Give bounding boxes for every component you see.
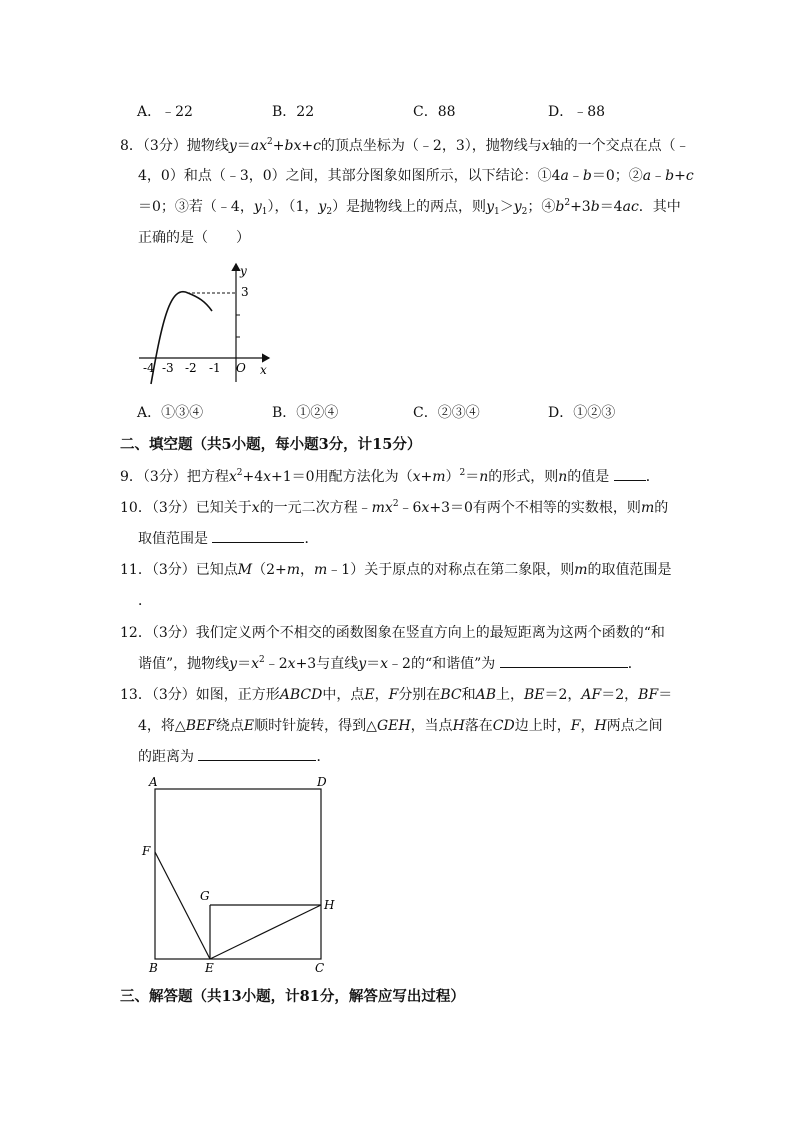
- option-letter: C．: [413, 405, 438, 421]
- text: 和: [461, 687, 476, 703]
- var: BC: [440, 687, 462, 703]
- var: b: [582, 168, 592, 184]
- answer-blank[interactable]: [212, 530, 304, 543]
- text: 的形式，则: [488, 469, 559, 485]
- var: y: [253, 199, 262, 215]
- var: c: [685, 168, 694, 184]
- var: y: [318, 199, 327, 215]
- option-text: ﹣88: [573, 104, 606, 120]
- question-number: 13．: [120, 687, 152, 703]
- var: y: [358, 656, 367, 672]
- label-d: D: [317, 775, 327, 789]
- text: +1＝0用配方法化为（: [271, 469, 413, 485]
- var: x: [228, 469, 237, 485]
- question-points: （3分）: [151, 500, 196, 516]
- exponent: 2: [236, 468, 243, 478]
- text: ．: [645, 469, 660, 485]
- var: n: [479, 469, 489, 485]
- text: 的值是: [567, 469, 610, 485]
- var: E: [243, 718, 255, 734]
- var: x: [263, 469, 272, 485]
- tick-label: -2: [185, 361, 197, 375]
- exponent: 2: [392, 499, 399, 509]
- section-2-title: 二、填空题（共5小题，每小题3分，计15分）: [120, 436, 422, 453]
- var: x: [251, 656, 259, 672]
- text: +4: [242, 469, 264, 485]
- label-g: G: [200, 889, 210, 903]
- question-points: （3分）: [151, 562, 196, 578]
- text: 分别在: [398, 687, 441, 703]
- text: ．: [627, 656, 642, 672]
- q10-line-1: [120, 499, 668, 517]
- var: m: [314, 562, 328, 578]
- var: BE: [523, 687, 545, 703]
- var: BF: [638, 687, 659, 703]
- var: m: [640, 500, 655, 516]
- option-letter: A．: [137, 405, 162, 421]
- text: +: [420, 469, 433, 485]
- var: ABCD: [279, 687, 323, 703]
- var: bx: [284, 138, 302, 154]
- exponent: 2: [564, 198, 571, 208]
- option-letter: D．: [548, 405, 574, 421]
- var: F: [388, 687, 399, 703]
- var: x: [412, 469, 421, 485]
- option-text: ①②③: [573, 405, 616, 421]
- text: ﹣1）关于原点的对称点在第二象限，则: [327, 562, 575, 578]
- parabola-curve: [151, 292, 212, 384]
- text: ﹣6: [398, 500, 422, 516]
- text: ＞: [499, 199, 514, 215]
- option-letter: D．: [548, 104, 574, 120]
- text: 轴的一个交点在点（﹣: [549, 138, 690, 154]
- question-points: （3分）: [142, 469, 187, 485]
- var: AB: [475, 687, 496, 703]
- var: x: [287, 656, 296, 672]
- q9: [120, 468, 660, 486]
- text: ﹣: [568, 168, 583, 184]
- text: ．其中: [638, 199, 681, 215]
- vertex-y-label: 3: [241, 285, 249, 299]
- text: 落在: [464, 718, 493, 734]
- text: ＝0；③若（﹣4，: [138, 199, 254, 215]
- var: y: [486, 199, 494, 215]
- text: 4，0）和点（﹣3，0）之间，其部分图象如图所示，以下结论：①4: [138, 168, 561, 184]
- text: 的取值范围是: [587, 562, 672, 578]
- option-text: 88: [437, 104, 456, 120]
- square-abcd: [155, 789, 321, 959]
- q8-line-2: [138, 167, 694, 185]
- q8-line-3: [138, 198, 681, 216]
- var: a: [560, 168, 569, 184]
- text: ＝0；②: [591, 168, 643, 184]
- q8-line-1: 8．（3分）抛物线$y=ax^2+bx+c$的顶点坐标为（﹣2，3），抛物线与x轴的一个交点在点（﹣: [120, 137, 690, 154]
- exponent: 2: [459, 468, 466, 478]
- question-points: （3分）: [151, 687, 196, 703]
- tick-label: -4: [143, 361, 155, 375]
- text: ＝: [658, 687, 673, 703]
- q12-line-2: 谐值”，抛物线$y=x^2﹣2x+3$与直线y＝x﹣2的“和谐值”为 ．: [138, 655, 642, 672]
- segment-fe: [155, 852, 210, 959]
- text: 中，点: [322, 687, 365, 703]
- question-number: 11．: [120, 562, 152, 578]
- var: m: [286, 562, 301, 578]
- text: 把方程: [186, 469, 229, 485]
- question-number: 12．: [120, 625, 152, 641]
- label-f: F: [142, 844, 151, 858]
- answer-blank[interactable]: [500, 655, 628, 668]
- exponent: 2: [259, 655, 265, 665]
- text: 抛物线: [186, 138, 229, 154]
- text: 顺时针旋转，得到△: [254, 718, 377, 734]
- origin-label: O: [236, 361, 246, 375]
- text: ．: [304, 531, 319, 547]
- option-text: ①②④: [296, 405, 339, 421]
- var: E: [364, 687, 375, 703]
- var: CD: [492, 718, 515, 734]
- text: +3: [570, 199, 591, 215]
- label-h: H: [324, 898, 335, 912]
- var: m: [432, 469, 446, 485]
- segment-eh: [210, 905, 321, 959]
- text: 谐值”，抛物线: [138, 656, 230, 672]
- text: ，: [300, 562, 315, 578]
- var: x: [541, 138, 550, 154]
- question-number: 8．: [120, 138, 143, 154]
- text: ＝4: [599, 199, 623, 215]
- text: 两点之间: [606, 718, 663, 734]
- q11-line-1: [120, 561, 671, 579]
- option-letter: B．: [272, 405, 297, 421]
- var: ax: [250, 138, 268, 154]
- text: 的一元二次方程﹣: [259, 500, 372, 516]
- var: mx: [371, 500, 393, 516]
- q7-option-d: [548, 103, 605, 121]
- text: 边上时，: [514, 718, 571, 734]
- var: x: [380, 656, 389, 672]
- var: m: [574, 562, 588, 578]
- text: ，当点: [410, 718, 453, 734]
- var: BEF: [185, 718, 216, 734]
- q8-line-4: 正确的是（ ）: [138, 230, 250, 246]
- q8-option-b: [272, 404, 338, 422]
- section-3-title: 三、解答题（共13小题，计81分，解答应写出过程）: [120, 988, 465, 1005]
- text: 如图，正方形: [195, 687, 280, 703]
- text: 绕点: [215, 718, 244, 734]
- text: ﹣2的“和谐值”为: [388, 656, 496, 672]
- var: a: [642, 168, 652, 184]
- text: ）: [445, 469, 460, 485]
- text: 已知点: [195, 562, 238, 578]
- q13-line-3: [138, 748, 330, 766]
- text: ），（1，: [267, 199, 319, 215]
- label-e: E: [205, 961, 214, 975]
- var: b: [555, 199, 565, 215]
- text: ＝: [465, 469, 480, 485]
- text: 的: [654, 500, 669, 516]
- label-a: A: [149, 775, 158, 789]
- text: ﹣2: [264, 656, 288, 672]
- question-points: （3分）: [142, 138, 187, 154]
- var: H: [594, 718, 607, 734]
- question-number: 9．: [120, 469, 143, 485]
- text: +3＝0有两个不相等的实数根，则: [429, 500, 641, 516]
- text: ＝2，: [601, 687, 639, 703]
- option-letter: A．: [137, 104, 162, 120]
- label-c: C: [315, 961, 325, 975]
- var: c: [313, 138, 321, 154]
- tick-label: -1: [209, 361, 221, 375]
- subscript: 1: [261, 207, 268, 217]
- y-axis-label: y: [240, 264, 247, 278]
- q12-line-1: [120, 624, 665, 642]
- subscript: 2: [521, 207, 528, 217]
- option-letter: C．: [413, 104, 438, 120]
- var: GEH: [376, 718, 411, 734]
- q8-parabola-graph: [135, 258, 280, 386]
- x-axis-label: x: [260, 363, 267, 377]
- text: 的顶点坐标为（﹣2，3），抛物线与: [320, 138, 542, 154]
- option-letter: B．: [272, 104, 297, 120]
- var: F: [570, 718, 581, 734]
- label-b: B: [149, 961, 158, 975]
- answer-blank[interactable]: [198, 748, 316, 761]
- question-number: 10．: [120, 500, 152, 516]
- q7-option-c: [413, 103, 456, 121]
- q8-option-a: [137, 404, 203, 422]
- var: AF: [581, 687, 602, 703]
- q13-line-1: [120, 686, 672, 704]
- exponent: 2: [267, 137, 273, 147]
- text: ．: [316, 749, 331, 765]
- text: 已知关于: [195, 500, 252, 516]
- text: +: [674, 168, 686, 184]
- var: y: [513, 199, 522, 215]
- var: M: [237, 562, 253, 578]
- text: 我们定义两个不相交的函数图象在竖直方向上的最短距离为这两个函数的“和: [195, 625, 665, 641]
- var: b: [590, 199, 600, 215]
- var: x: [421, 500, 430, 516]
- text: （2+: [252, 562, 287, 578]
- var: ac: [622, 199, 639, 215]
- var: x: [251, 500, 260, 516]
- var: y: [229, 656, 238, 672]
- text: ；④: [527, 199, 556, 215]
- text: +3与直线: [295, 656, 359, 672]
- text: ＝2，: [544, 687, 582, 703]
- option-text: 22: [296, 104, 315, 120]
- text: ，: [374, 687, 389, 703]
- q7-option-b: [272, 103, 314, 121]
- var: y: [228, 138, 237, 154]
- q13-line-2: [138, 717, 663, 735]
- option-text: ②③④: [437, 405, 480, 421]
- q7-option-a: [137, 103, 193, 121]
- option-text: ﹣22: [161, 104, 193, 120]
- question-points: （3分）: [151, 625, 196, 641]
- q8-option-d: [548, 404, 615, 422]
- subscript: 2: [326, 207, 333, 217]
- var: H: [452, 718, 465, 734]
- q13-square-figure: [138, 774, 338, 980]
- text: ，: [580, 718, 595, 734]
- text: ﹣: [651, 168, 666, 184]
- answer-blank[interactable]: [614, 468, 646, 481]
- q8-option-c: [413, 404, 480, 422]
- text: 4，将△: [138, 718, 186, 734]
- text: 的距离为: [138, 749, 194, 765]
- var: b: [665, 168, 675, 184]
- subscript: 1: [493, 207, 500, 217]
- q11-line-2: ．: [138, 593, 152, 609]
- var: n: [558, 469, 568, 485]
- option-text: ①③④: [161, 405, 204, 421]
- text: 取值范围是: [138, 531, 208, 547]
- tick-label: -3: [162, 361, 174, 375]
- q10-line-2: [138, 530, 318, 548]
- text: ）是抛物线上的两点，则: [332, 199, 487, 215]
- text: 上，: [495, 687, 524, 703]
